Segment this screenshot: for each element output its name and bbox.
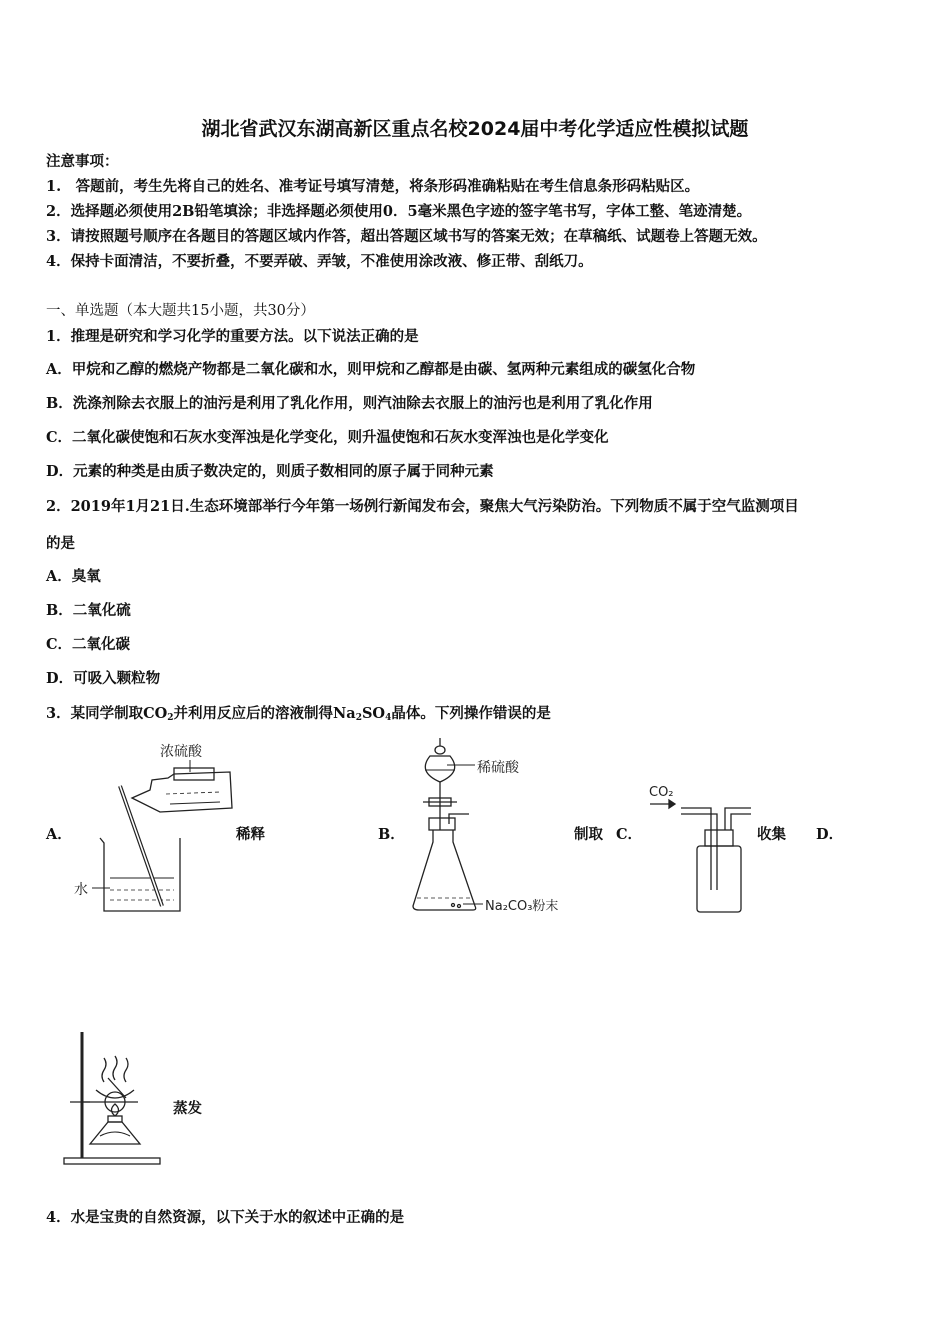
question-2-stem: 2．2019年1月21日.生态环境部举行今年第一场例行新闻发布会，聚焦大气污染防治。下列物质不属于空气监测项目 bbox=[46, 498, 799, 515]
question-4-stem: 4．水是宝贵的自然资源，以下关于水的叙述中正确的是 bbox=[46, 1209, 405, 1226]
caption-dilute: 稀释 bbox=[236, 826, 265, 843]
question-2-option-a: A．臭氧 bbox=[46, 568, 101, 585]
page-title: 湖北省武汉东湖高新区重点名校2024届中考化学适应性模拟试题 bbox=[201, 118, 749, 140]
caption-prepare: 制取 bbox=[574, 826, 603, 843]
notice-item: 2．选择题必须使用2B铅笔填涂；非选择题必须使用0．5毫米黑色字迹的签字笔书写，字体工整、笔迹清楚。 bbox=[46, 203, 752, 220]
question-1-option-d: D．元素的种类是由质子数决定的，则质子数相同的原子属于同种元素 bbox=[46, 463, 494, 480]
option-letter-d: D． bbox=[816, 826, 844, 843]
question-2-option-b: B．二氧化硫 bbox=[46, 602, 131, 619]
question-2-option-d: D．可吸入颗粒物 bbox=[46, 670, 161, 687]
question-1-option-b: B．洗涤剂除去衣服上的油污是利用了乳化作用，则汽油除去衣服上的油污也是利用了乳化作用 bbox=[46, 395, 653, 412]
question-2-stem-cont: 的是 bbox=[46, 535, 75, 552]
caption-collect: 收集 bbox=[757, 826, 786, 843]
option-letter-c: C． bbox=[616, 826, 643, 843]
label-dilute-acid: 稀硫酸 bbox=[477, 760, 519, 776]
question-1-stem: 1．推理是研究和学习化学的重要方法。以下说法正确的是 bbox=[46, 328, 419, 345]
question-1-option-c: C．二氧化碳使饱和石灰水变浑浊是化学变化，则升温使饱和石灰水变浑浊也是化学变化 bbox=[46, 429, 609, 446]
section-heading: 一、单选题（本大题共15小题，共30分） bbox=[46, 303, 315, 319]
label-water: 水 bbox=[74, 882, 88, 898]
option-letter-a: A． bbox=[46, 826, 72, 843]
label-co2: CO₂ bbox=[649, 785, 674, 800]
option-letter-b: B． bbox=[378, 826, 405, 843]
question-2-option-c: C．二氧化碳 bbox=[46, 636, 131, 653]
diagram-collection bbox=[645, 780, 755, 920]
label-conc-acid: 浓硫酸 bbox=[160, 744, 202, 760]
diagram-preparation bbox=[405, 738, 585, 918]
question-3-stem: 3．某同学制取$CO_2$并利用反应后的溶液制得$Na_2SO_4$晶体。下列操作错误的是 bbox=[46, 705, 551, 723]
notice-item: 3．请按照题号顺序在各题目的答题区域内作答，超出答题区域书写的答案无效；在草稿纸、试题卷上答题无效。 bbox=[46, 228, 767, 245]
notice-item: 1. 答题前，考生先将自己的姓名、准考证号填写清楚，将条形码准确粘贴在考生信息条形码粘贴区。 bbox=[46, 178, 700, 195]
caption-evaporate: 蒸发 bbox=[173, 1100, 202, 1117]
label-powder: Na₂CO₃粉末 bbox=[485, 899, 559, 914]
notice-heading: 注意事项： bbox=[46, 153, 119, 170]
diagram-evaporation bbox=[60, 1030, 170, 1170]
diagram-dilution bbox=[70, 738, 250, 918]
question-1-option-a: A．甲烷和乙醇的燃烧产物都是二氧化碳和水，则甲烷和乙醇都是由碳、氢两种元素组成的碳氢化合物 bbox=[46, 361, 696, 378]
notice-item: 4．保持卡面清洁，不要折叠，不要弄破、弄皱，不准使用涂改液、修正带、刮纸刀。 bbox=[46, 253, 593, 270]
